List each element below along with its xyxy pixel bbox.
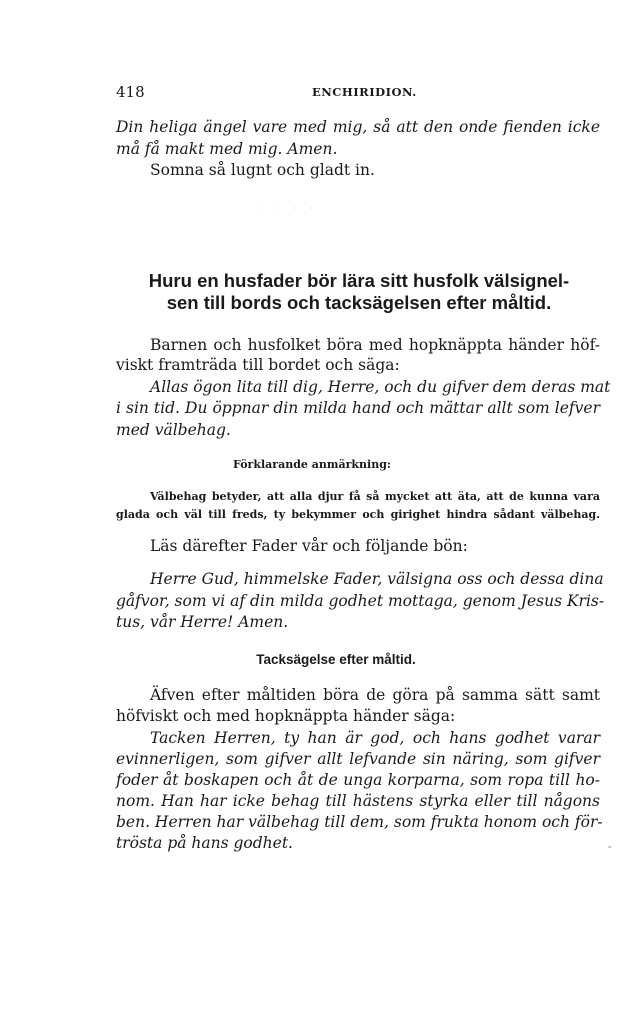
thanks-line-4: nom. Han har icke behag till hästens styrka eller till någons xyxy=(116,792,600,810)
page-number: 418 xyxy=(116,83,145,101)
note-title: Förklarande anmärkning: xyxy=(233,458,391,471)
grace-line-1: Allas ögon lita till dig, Herre, och du gifver dem deras mat xyxy=(150,378,611,396)
thanks-line-2: evinnerligen, som gifver allt lefvande sin näring, som gifver xyxy=(116,750,600,768)
grace-line-2: i sin tid. Du öppnar din milda hand och mättar allt som lefver xyxy=(116,399,600,417)
intro-line-1: Barnen och husfolket böra med hopknäppta händer höf- xyxy=(150,336,600,354)
thanks-intro-line-2: höfviskt och med hopknäppta händer säga: xyxy=(116,707,456,725)
running-title: ENCHIRIDION. xyxy=(312,85,417,99)
blessing-line-3: tus, vår Herre! Amen. xyxy=(116,613,289,631)
lord-prayer-instruction: Läs därefter Fader vår och följande bön: xyxy=(150,537,468,555)
blessing-line-1: Herre Gud, himmelske Fader, välsigna oss och dessa dina xyxy=(150,570,604,588)
thanks-line-5: ben. Herren har välbehag till dem, som frukta honom och för- xyxy=(116,813,603,831)
grace-line-3: med välbehag. xyxy=(116,421,231,439)
top-line-1: Din heliga ängel vare med mig, så att den onde fienden icke xyxy=(116,118,600,136)
top-line-3: Somna så lugnt och gladt in. xyxy=(150,161,375,179)
thanks-heading: Tacksägelse efter måltid. xyxy=(256,652,416,667)
section-heading-line-1: Huru en husfader bör lära sitt husfolk välsignel- xyxy=(148,270,570,291)
thanks-line-3: foder åt boskapen och åt de unga korparna, som ropa till ho- xyxy=(116,771,600,789)
thanks-intro-line-1: Äfven efter måltiden böra de göra på samma sätt samt xyxy=(150,686,600,704)
scan-specks: · · · · xyxy=(260,204,319,213)
intro-line-2: viskt framträda till bordet och säga: xyxy=(116,356,400,374)
thanks-line-1: Tacken Herren, ty han är god, och hans godhet varar xyxy=(150,729,600,747)
section-heading-line-2: sen till bords och tacksägelsen efter måltid. xyxy=(166,292,552,313)
scan-edge-mark: ⌄ xyxy=(606,840,614,850)
note-line-1: Välbehag betyder, att alla djur få så mycket att äta, att de kunna vara xyxy=(150,490,600,503)
thanks-line-6: trösta på hans godhet. xyxy=(116,834,293,852)
blessing-line-2: gåfvor, som vi af din milda godhet mottaga, genom Jesus Kris- xyxy=(116,592,605,610)
top-line-2: må få makt med mig. Amen. xyxy=(116,140,338,158)
note-line-2: glada och väl till freds, ty bekymmer och girighet hindra sådant välbehag. xyxy=(116,508,600,521)
